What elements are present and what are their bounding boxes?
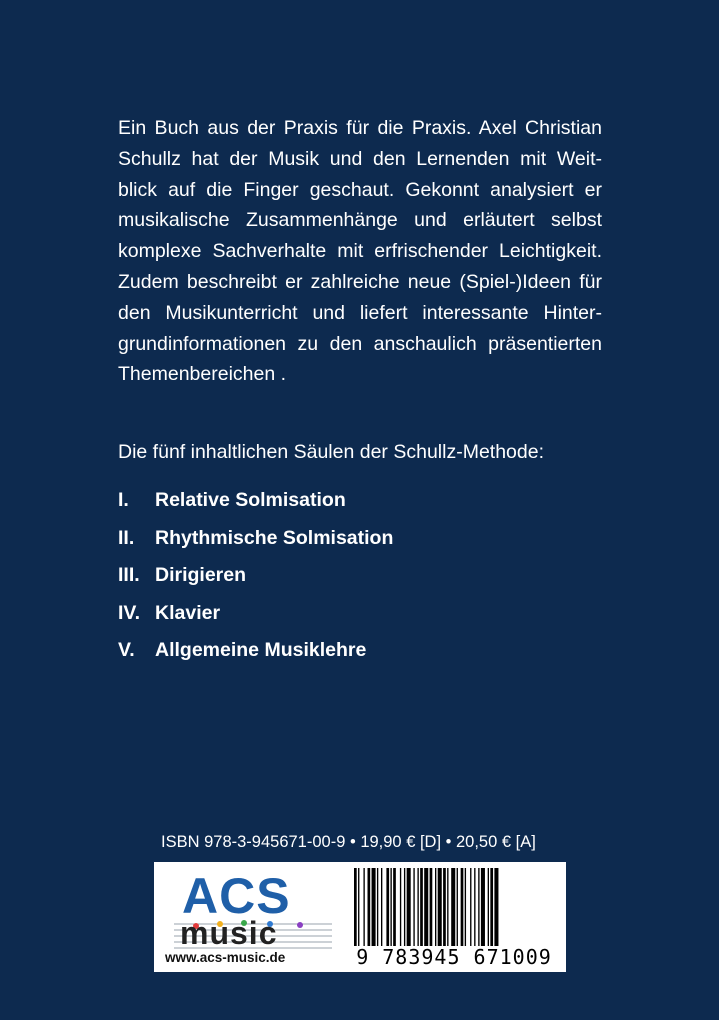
pillar-label: Relative Solmisation (155, 489, 346, 512)
pillar-number: V. (118, 639, 135, 662)
pillar-label: Klavier (155, 601, 221, 624)
publisher-logo (160, 866, 340, 968)
pillar-item (118, 595, 393, 633)
blurb-line: blick auf die Finger geschaut. Gekonnt analysiert er (118, 178, 602, 201)
pillar-number: I. (118, 489, 129, 512)
pillar-item (118, 557, 393, 595)
barcode-bars-icon (350, 868, 558, 946)
blurb-line: grundinformationen zu den anschaulich präsentierten (118, 332, 602, 355)
blurb-line: Schullz hat der Musik und den Lernenden mit Weit- (118, 147, 602, 170)
blurb-line: Ein Buch aus der Praxis für die Praxis. Axel Christian (118, 117, 602, 139)
pillar-number: IV. (118, 601, 141, 624)
blurb-line: Zudem beschreibt er zahlreiche neue (Spiel-)Ideen für (118, 270, 602, 293)
blurb-text (118, 113, 602, 390)
pillar-label: Dirigieren (155, 564, 247, 587)
pillar-item (118, 520, 393, 558)
isbn-price-line: ISBN 978-3-945671-00-9 • 19,90 € [D] • 20,50 € [A] (161, 833, 536, 851)
pillars-heading: Die fünf inhaltlichen Säulen der Schullz-Methode: (118, 441, 545, 463)
pillars-list (118, 482, 393, 670)
pillar-label: Allgemeine Musiklehre (155, 639, 367, 662)
blurb-line: komplexe Sachverhalte mit erfrischender Leichtigkeit. (118, 240, 602, 263)
pillar-label: Rhythmische Solmisation (155, 526, 394, 549)
pillar-item (118, 632, 393, 670)
barcode (350, 868, 558, 969)
blurb-line: Themenbereichen . (118, 363, 287, 386)
barcode-digits: 9 783945 671009 (350, 946, 558, 968)
logo-music-text: music (180, 915, 278, 951)
pillar-number: III. (118, 564, 140, 587)
blurb-line: musikalische Zusammenhänge und erläutert selbst (118, 209, 602, 232)
pillar-number: II. (118, 526, 135, 549)
logo-acs-text: ACS (182, 868, 291, 924)
blurb-line: den Musikunterricht und liefert interessante Hinter- (118, 301, 602, 324)
publisher-url: www.acs-music.de (165, 950, 286, 965)
pillar-item (118, 482, 393, 520)
publisher-label-box (154, 862, 566, 972)
